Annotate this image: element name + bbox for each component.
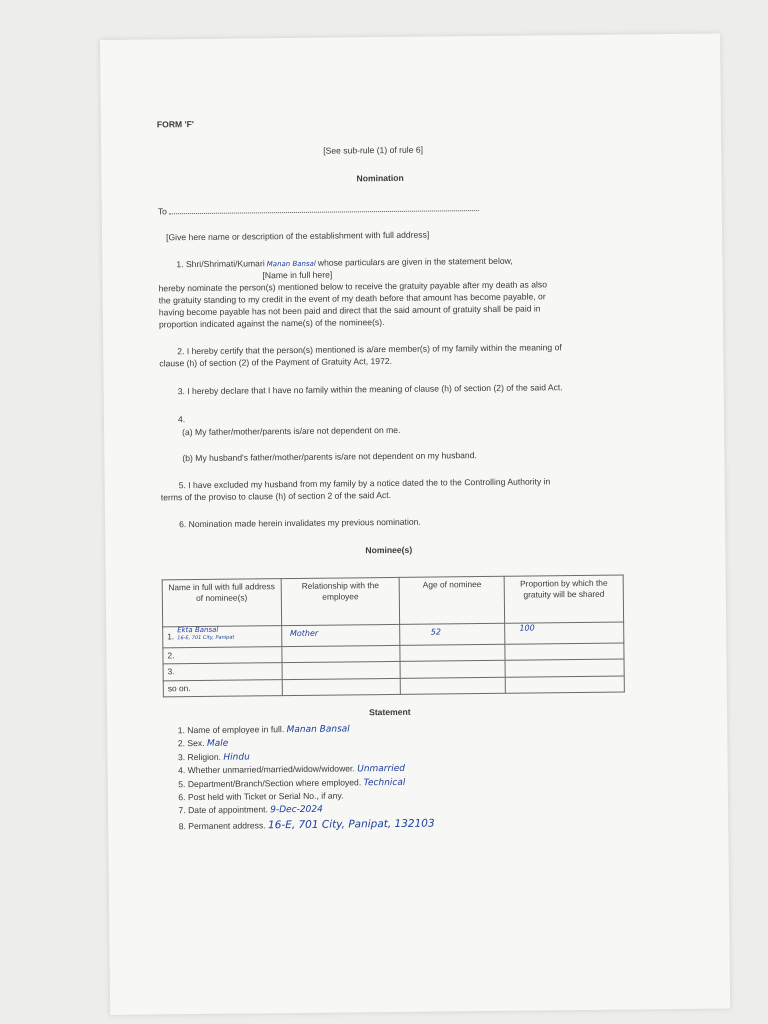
statement-value-handwritten: 16-E, 701 City, Panipat, 132103 xyxy=(267,817,435,832)
declaration-prefix: 1. Shri/Shrimati/Kumari xyxy=(176,258,265,270)
declaration-line-3: the gratuity standing to my credit in the event of my death before that amount has become payable, or xyxy=(158,291,546,306)
statement-value-handwritten: Hindu xyxy=(223,752,250,763)
nominee-1-address-handwritten: 16-E, 701 City, Panipat xyxy=(177,634,235,642)
col-proportion: Proportion by which the gratuity will be shared xyxy=(504,575,623,623)
nominee-4-share-cell xyxy=(505,676,624,694)
nominee-4-age-cell xyxy=(401,677,506,694)
statement-label: Date of appointment. xyxy=(188,804,268,816)
nominee-3-relation-cell xyxy=(282,662,401,680)
nominees-table xyxy=(162,575,625,698)
para-4a: (a) My father/mother/parents is/are not dependent on me. xyxy=(182,424,401,438)
statement-title: Statement xyxy=(369,706,411,718)
nominee-1-relation-cell xyxy=(281,624,400,646)
nominee-3-name-cell: 3. xyxy=(163,663,282,681)
declaration-line-5: proportion indicated against the name(s) of the nominee(s). xyxy=(158,317,385,330)
form-f-document xyxy=(100,34,730,1015)
nominees-title: Nominee(s) xyxy=(365,544,413,556)
nominee-1-age-handwritten: 52 xyxy=(430,627,441,637)
name-hint: [Name in full here] xyxy=(262,269,333,281)
declaration-line-1 xyxy=(176,256,513,271)
para-3: 3. I hereby declare that I have no family within the meaning of clause (h) of section (2) of the said Act. xyxy=(177,382,563,397)
statement-label: Permanent address. xyxy=(188,820,266,831)
statement-label: Post held with Ticket or Serial No., if any. xyxy=(187,790,344,803)
nominee-1-name-cell xyxy=(163,626,282,648)
nominee-2-name-cell: 2. xyxy=(163,647,282,665)
statement-value-handwritten: Manan Bansal xyxy=(286,724,350,736)
statement-value-handwritten: Technical xyxy=(363,777,406,788)
declaration-line-2: hereby nominate the person(s) mentioned below to receive the gratuity payable after my death as also xyxy=(158,279,548,294)
statement-list xyxy=(167,721,608,833)
para-2-line-1: 2. I hereby certify that the person(s) mentioned is a/are member(s) of my family within the meaning of xyxy=(177,342,562,357)
declaration-suffix: whose particulars are given in the statement below, xyxy=(317,255,513,268)
row-number: 1. xyxy=(167,631,175,642)
statement-label: Name of employee in full. xyxy=(187,724,285,736)
nominee-4-relation-cell xyxy=(282,678,401,696)
to-line xyxy=(158,202,480,218)
statement-value-handwritten: 9-Dec-2024 xyxy=(270,805,323,816)
nominee-1-share-cell xyxy=(505,622,624,644)
col-age: Age of nominee xyxy=(400,576,505,624)
nominee-4-name-cell: so on. xyxy=(163,679,282,697)
statement-value-handwritten: Unmarried xyxy=(357,764,406,775)
nominee-2-relation-cell xyxy=(282,645,401,663)
statement-value-handwritten: Male xyxy=(206,739,229,750)
form-heading: Nomination xyxy=(356,172,404,184)
nominee-2-age-cell xyxy=(400,644,505,661)
rule-reference: [See sub-rule (1) of rule 6] xyxy=(323,144,424,156)
nominee-1-name-handwritten: Ekta Bansal xyxy=(177,625,219,635)
col-relationship: Relationship with the employee xyxy=(281,577,400,625)
para-6: 6. Nomination made herein invalidates my previous nomination. xyxy=(179,516,421,530)
declaration-line-4: having become payable has not been paid and direct that the said amount of gratuity shall be paid in xyxy=(158,303,541,318)
statement-label: Whether unmarried/married/widow/widower. xyxy=(187,763,355,776)
to-instruction: [Give here name or description of the establishment with full address] xyxy=(166,229,430,243)
to-address-blank xyxy=(169,202,479,214)
para-5-line-1: 5. I have excluded my husband from my family by a notice dated the to the Controlling Authority in xyxy=(178,476,551,491)
statement-label: Sex. xyxy=(187,738,205,749)
nominee-1-age-cell xyxy=(400,623,505,645)
statement-label: Religion. xyxy=(187,751,222,762)
nominee-2-share-cell xyxy=(505,643,624,661)
nominee-row-so-on xyxy=(163,676,624,697)
nominees-header-row xyxy=(162,575,623,627)
statement-label: Department/Branch/Section where employed. xyxy=(187,776,362,789)
para-4b: (b) My husband's father/mother/parents is/are not dependent on my husband. xyxy=(182,450,477,464)
para-4: 4. xyxy=(177,414,186,425)
para-2-line-2: clause (h) of section (2) of the Payment of Gratuity Act, 1972. xyxy=(159,355,393,369)
col-name-address: Name in full with full address of nominee(s) xyxy=(162,579,281,627)
para-5-line-2: terms of the proviso to clause (h) of section 2 of the said Act. xyxy=(160,489,392,503)
declaration-name-handwritten: Manan Bansal xyxy=(266,259,316,269)
nominee-3-share-cell xyxy=(505,659,624,677)
nominee-1-relation-handwritten: Mother xyxy=(289,628,319,639)
nominee-3-age-cell xyxy=(401,661,506,678)
to-label: To xyxy=(157,206,167,217)
form-title: FORM 'F' xyxy=(156,119,194,130)
nominee-1-share-handwritten: 100 xyxy=(519,623,535,633)
document-page xyxy=(100,34,730,1015)
